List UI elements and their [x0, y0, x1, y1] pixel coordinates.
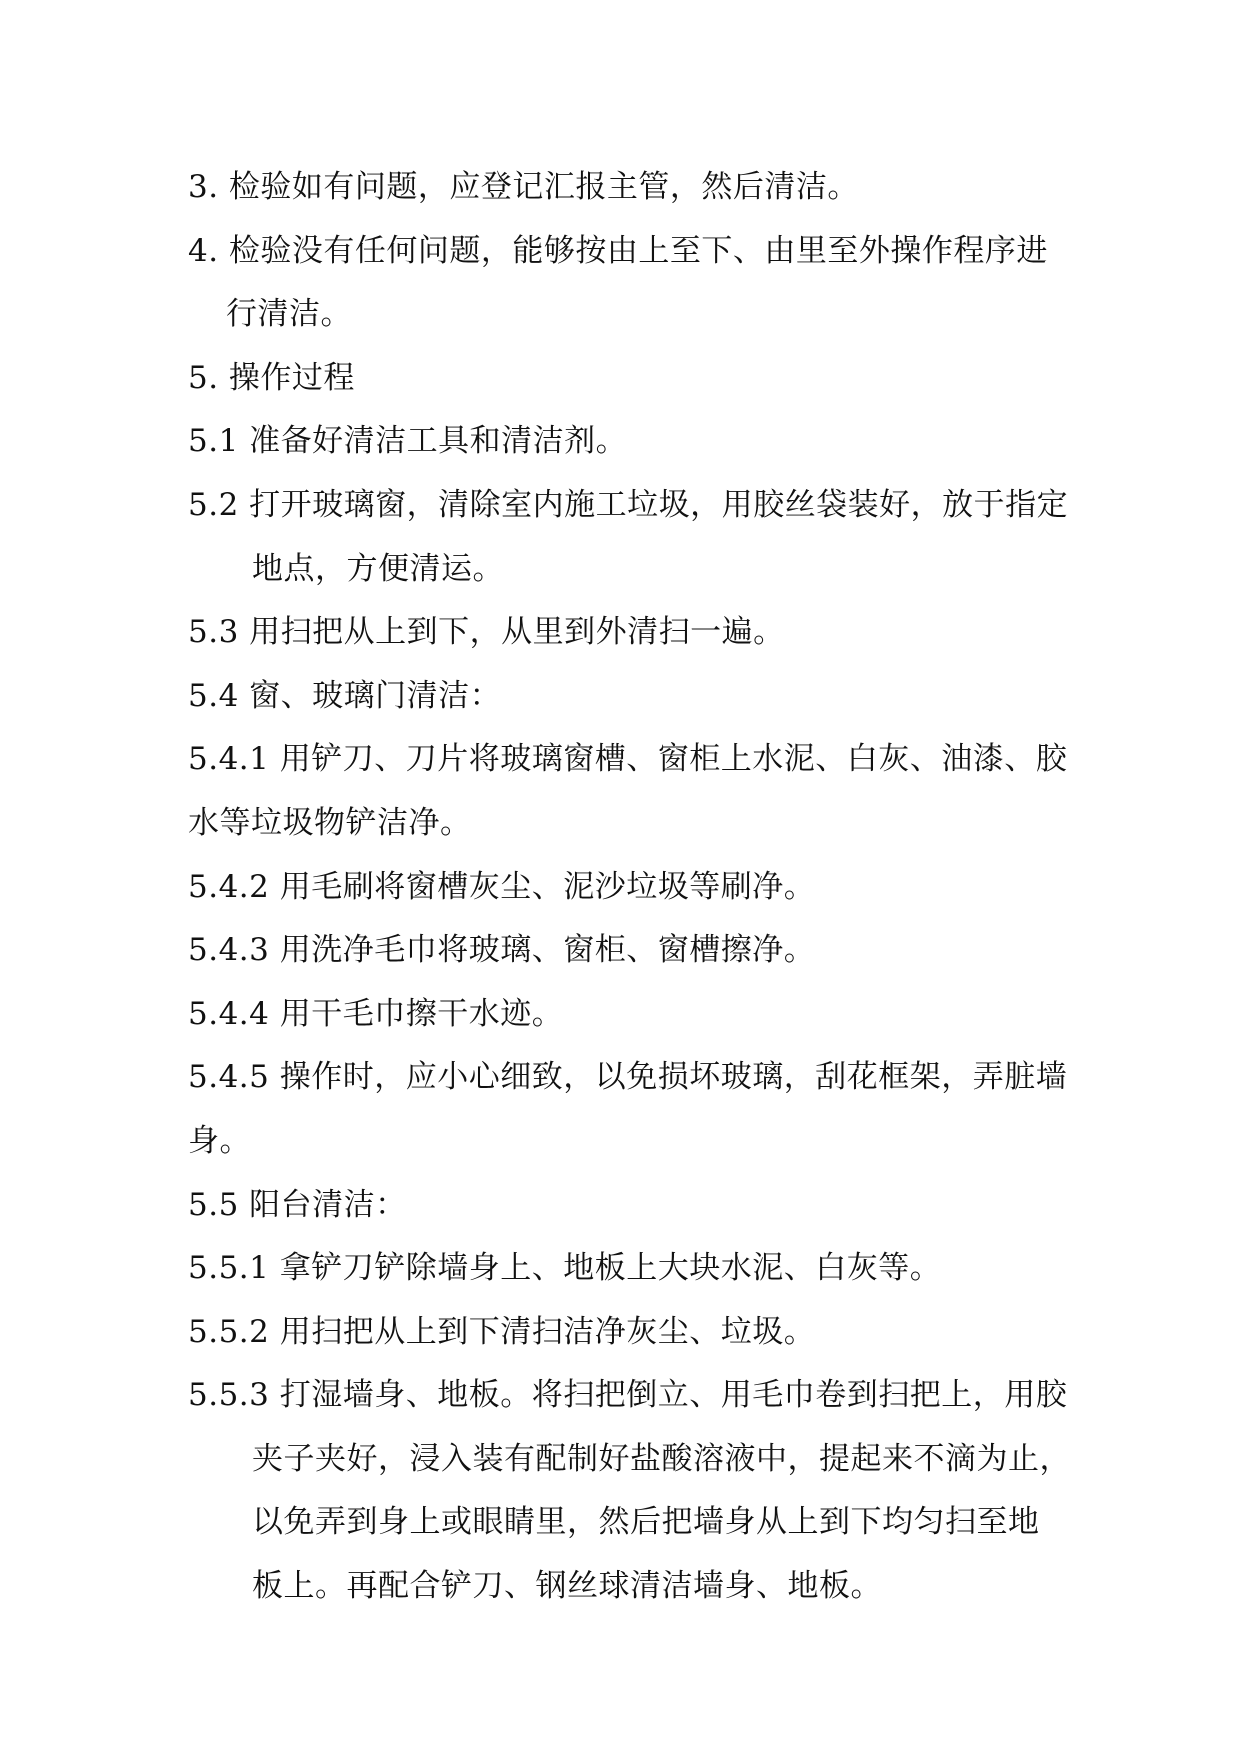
- paragraph-line: 5.4.5 操作时，应小心细致，以免损坏玻璃，刮花框架，弄脏墙: [188, 1059, 1068, 1096]
- document-body: [188, 156, 1078, 1619]
- paragraph-line: 行清洁。: [226, 296, 352, 333]
- paragraph-line: 4. 检验没有任何问题，能够按由上至下、由里至外操作程序进: [188, 232, 1048, 269]
- paragraph-line: 5.5.2 用扫把从上到下清扫洁净灰尘、垃圾。: [188, 1313, 816, 1350]
- paragraph-line: 夹子夹好，浸入装有配制好盐酸溶液中，提起来不滴为止，: [252, 1440, 1071, 1477]
- paragraph-line: 板上。再配合铲刀、钢丝球清洁墙身、地板。: [252, 1568, 882, 1605]
- paragraph-line: 5.3 用扫把从上到下，从里到外清扫一遍。: [188, 614, 785, 651]
- paragraph-line: 5.2 打开玻璃窗，清除室内施工垃圾，用胶丝袋装好，放于指定: [188, 486, 1069, 523]
- paragraph-line: 5.4.4 用干毛巾擦干水迹。: [188, 995, 564, 1032]
- paragraph-line: 5.5.1 拿铲刀铲除墙身上、地板上大块水泥、白灰等。: [188, 1250, 942, 1287]
- subsection-heading: 5.4 窗、玻璃门清洁：: [188, 677, 502, 714]
- paragraph-line: 以免弄到身上或眼睛里，然后把墙身从上到下均匀扫至地: [252, 1504, 1040, 1541]
- paragraph-line: 5.4.2 用毛刷将窗槽灰尘、泥沙垃圾等刷净。: [188, 868, 816, 905]
- paragraph-line: 身。: [188, 1122, 251, 1159]
- subsection-heading: 5.5 阳台清洁：: [188, 1186, 407, 1223]
- paragraph-line: 5.5.3 打湿墙身、地板。将扫把倒立、用毛巾卷到扫把上，用胶: [188, 1377, 1068, 1414]
- paragraph-line: 5.4.3 用洗净毛巾将玻璃、窗柜、窗槽擦净。: [188, 932, 816, 969]
- paragraph-line: 5.4.1 用铲刀、刀片将玻璃窗槽、窗柜上水泥、白灰、油漆、胶: [188, 741, 1068, 778]
- paragraph-line: 地点，方便清运。: [252, 550, 504, 587]
- section-heading: 5. 操作过程: [188, 359, 355, 396]
- paragraph-line: 水等垃圾物铲洁净。: [188, 804, 472, 841]
- paragraph-line: 5.1 准备好清洁工具和清洁剂。: [188, 423, 628, 460]
- paragraph-line: 3. 检验如有问题，应登记汇报主管，然后清洁。: [188, 169, 859, 205]
